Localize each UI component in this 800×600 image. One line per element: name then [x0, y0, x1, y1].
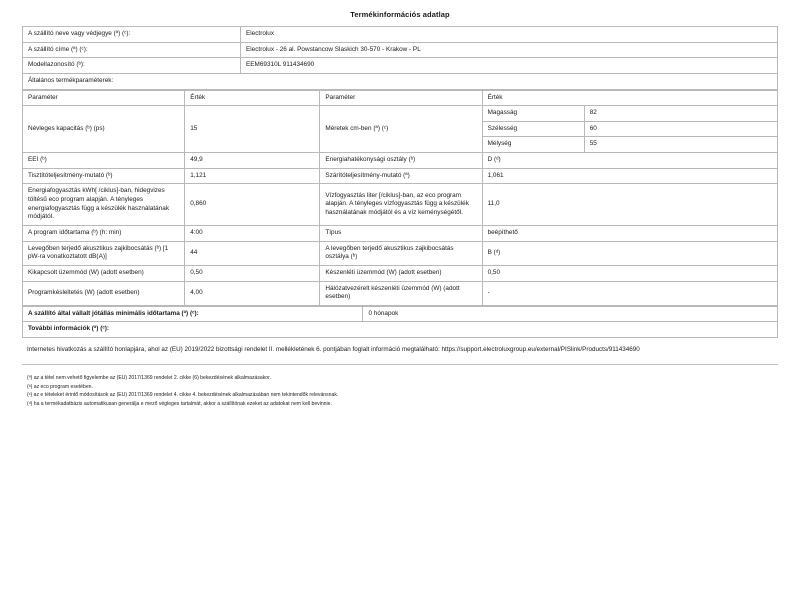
- cleaning-index-value: 1,121: [185, 168, 320, 184]
- table-row: [23, 106, 778, 122]
- table-row: [23, 153, 778, 169]
- energy-class-label: Energiahatékonysági osztály (ᵇ): [320, 153, 482, 169]
- off-mode-value: 0,50: [185, 265, 320, 281]
- rated-capacity-value: 15: [185, 106, 320, 153]
- table-row: [23, 281, 778, 305]
- table-row: [23, 322, 778, 338]
- dimension-height-label: Magasság: [482, 106, 584, 122]
- program-duration-value: 4:00: [185, 225, 320, 241]
- dimension-width-value: 60: [584, 121, 777, 137]
- supplier-name-label: A szállító neve vagy védjegye (ª) (ᶜ):: [23, 27, 241, 43]
- table-row: [23, 184, 778, 226]
- networked-standby-label: Hálózatvezérelt készenléti üzemmód (W) (adott esetben): [320, 281, 482, 305]
- dimension-height-value: 82: [584, 106, 777, 122]
- water-consumption-label: Vízfogyasztás liter [/ciklus]-ban, az eco program alapján. A tényleges vízfogyasztás függ a készülék használatának módjától és a víz keménységétől.: [320, 184, 482, 226]
- warranty-value: 0 hónapok: [363, 306, 778, 322]
- rated-capacity-label: Névleges kapacitás (ᵇ) (ps): [23, 106, 185, 153]
- column-header-value-1: Érték: [185, 90, 320, 106]
- table-header-row: [23, 90, 778, 106]
- parameters-table: [22, 90, 778, 306]
- table-row: [23, 306, 778, 322]
- column-header-value-2: Érték: [482, 90, 777, 106]
- type-value: beépíthető: [482, 225, 777, 241]
- dimension-depth-label: Mélység: [482, 137, 584, 153]
- delay-start-label: Programkésleltetés (W) (adott esetben): [23, 281, 185, 305]
- general-parameters-heading-row: [23, 73, 778, 89]
- noise-class-label: A levegőben terjedő akusztikus zajkibocsátás osztálya (ᵇ): [320, 241, 482, 265]
- table-row: [23, 42, 778, 58]
- table-row: [23, 27, 778, 43]
- table-row: [23, 241, 778, 265]
- cleaning-index-label: Tisztítóteljesítmény-mutató (ᵇ): [23, 168, 185, 184]
- footnote-d: (ᵈ) ha a termékadatbázis automatikusan generálja e mező végleges tartalmát, akkor a szállítónak ezeket az adatokat nem kell bevinnie.: [27, 401, 332, 408]
- energy-consumption-label: Energiafogyasztás kWh[ /ciklus]-ban, hidegvizes töltésű eco program alapján. A tényleges energiafogyasztás függ a készülék használatának módjától.: [23, 184, 185, 226]
- eei-value: 49,9: [185, 153, 320, 169]
- warranty-table: [22, 306, 778, 338]
- drying-index-value: 1,061: [482, 168, 777, 184]
- further-information-text: Internetes hivatkozás a szállító honlapjára, ahol az (EU) 2019/2022 bizottsági rendelet II. mellékletének 6. pontjában foglalt információ megtalálható: https://support.electroluxgroup.eu/external/PISlink/Products/911434690: [22, 338, 778, 365]
- table-row: [23, 265, 778, 281]
- supplier-address-value: Electrolux - 26 al. Powstancow Slaskich 30-570 - Krakow - PL: [241, 42, 778, 58]
- page-title: Termékinformációs adatlap: [350, 10, 450, 19]
- footnote-b: (ᵇ) az eco program esetében.: [27, 383, 93, 390]
- noise-emission-value: 44: [185, 241, 320, 265]
- supplier-address-label: A szállító címe (ª) (ᶜ):: [23, 42, 241, 58]
- further-information-label: További információk (ª) (ᶜ):: [23, 322, 778, 338]
- energy-consumption-value: 0,860: [185, 184, 320, 226]
- networked-standby-value: -: [482, 281, 777, 305]
- column-header-parameter-1: Paraméter: [23, 90, 185, 106]
- table-row: [23, 168, 778, 184]
- dimension-depth-value: 55: [584, 137, 777, 153]
- table-row: [23, 225, 778, 241]
- footnote-a: (ª) az a tétel nem vehető figyelembe az (EU) 2017/1369 rendelet 2. cikke (6) bekezdésének alkalmazásakor.: [27, 374, 271, 381]
- footnote-c: (ᶜ) az e tételeket érintő módosítások az (EU) 2017/1369 rendelet 4. cikke 4. bekezdésének alkalmazásában nem tekintendők relevánsnak.: [27, 392, 339, 399]
- program-duration-label: A program időtartama (ᵇ) (h: min): [23, 225, 185, 241]
- supplier-info-table: [22, 26, 778, 90]
- standby-mode-label: Készenléti üzemmód (W) (adott esetben): [320, 265, 482, 281]
- general-parameters-heading: Általános termékparaméterek:: [23, 73, 778, 89]
- supplier-name-value: Electrolux: [241, 27, 778, 43]
- eei-label: EEI (ᵇ): [23, 153, 185, 169]
- noise-emission-label: Levegőben terjedő akusztikus zajkibocsátás (ᵇ) [1 pW-ra vonatkoztatott dB(A)]: [23, 241, 185, 265]
- dimensions-label: Méretek cm-ben (ª) (ᶜ): [320, 106, 482, 153]
- drying-index-label: Szárítóteljesítmény-mutató (ª): [320, 168, 482, 184]
- water-consumption-value: 11,0: [482, 184, 777, 226]
- off-mode-label: Kikapcsolt üzemmód (W) (adott esetben): [23, 265, 185, 281]
- noise-class-value: B (ᵈ): [482, 241, 777, 265]
- model-identifier-label: Modellazonosító (ᵇ):: [23, 58, 241, 74]
- column-header-parameter-2: Paraméter: [320, 90, 482, 106]
- footnotes: [22, 374, 778, 409]
- type-label: Típus: [320, 225, 482, 241]
- model-identifier-value: EEM69310L 911434690: [241, 58, 778, 74]
- table-row: [23, 58, 778, 74]
- standby-mode-value: 0,50: [482, 265, 777, 281]
- energy-class-value: D (ᵈ): [482, 153, 777, 169]
- dimension-width-label: Szélesség: [482, 121, 584, 137]
- delay-start-value: 4,00: [185, 281, 320, 305]
- warranty-label: A szállító által vállalt jótállás minimális időtartama (ª) (ᶜ):: [23, 306, 363, 322]
